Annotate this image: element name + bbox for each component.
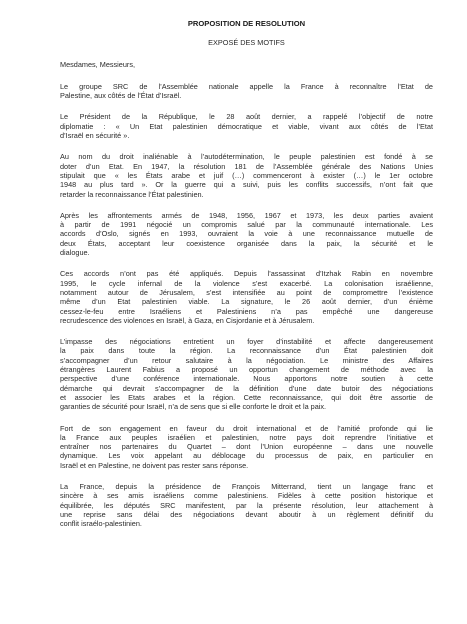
paragraph-line: conflit israélo-palestinien. [60, 519, 142, 529]
paragraph-line: la paix dans toute la région. La reconnaissance d’un État palestinien doit [60, 346, 433, 356]
salutation: Mesdames, Messieurs, [60, 59, 136, 69]
paragraph-line: 1995, le cycle infernal de la violence s’est exacerbé. La colonisation israélienne, [60, 278, 433, 288]
paragraph-line: Au nom du droit inaliénable à l’autodétermination, le peuple palestinien est fondé à se [60, 152, 433, 162]
paragraph-line: équilibrée, les députés SRC manifestent, par la présente résolution, leur attachement à [60, 500, 433, 510]
paragraph-line: Ces accords n’ont pas été appliqués. Depuis l’assassinat d’Itzhak Rabin en novembre [60, 269, 433, 279]
body-paragraph [60, 337, 433, 411]
paragraph-line: d’Israël en sécurité ». [60, 131, 130, 141]
paragraph-line: retarder la reconnaissance l’État palestinien. [60, 189, 204, 199]
paragraph-line: et associer les Etats arabes et la région. Cette reconnaissance, qui doit être assortie de [60, 392, 433, 402]
paragraph-line: Israël et en Palestine, ne doivent pas rester sans réponse. [60, 460, 249, 470]
body-paragraph [60, 82, 433, 101]
paragraph-line: la France aux peuples israélien et palestinien, notre pays doit reprendre l’initiative et [60, 432, 433, 442]
paragraph-line: 1948 au plus tard ». Or la guerre qui a suivi, puis les conflits successifs, n’ont fait que [60, 180, 433, 190]
paragraph-line: dynamique. Les voix appelant au déblocage du processus de paix, en particulier en [60, 451, 433, 461]
paragraph-line: deux États, acceptant leur coexistence organisée dans la paix, la sécurité et le [60, 238, 433, 248]
body-paragraph [60, 424, 433, 470]
paragraph-line: Après les affrontements armés de 1948, 1956, 1967 et 1973, les deux parties avaient [60, 210, 433, 220]
paragraph-line: s’accompagner d’un retour salutaire à la négociation. Le ministre des Affaires [60, 355, 433, 365]
body-paragraph [60, 112, 433, 140]
paragraph-line: Le groupe SRC de l’Assemblée nationale appelle la France à reconnaître l’Etat de [60, 81, 433, 91]
paragraph-line: perspective d’une conférence internationale. Nous apportons notre soutien à cette [60, 374, 433, 384]
paragraph-line: notamment autour de Jérusalem, s’est intensifiée au point de compromettre l’existence [60, 287, 433, 297]
paragraph-line: Palestine, aux côtés de l’État d’Israël. [60, 91, 182, 101]
body-paragraph [60, 269, 433, 325]
paragraph-line: doter d’un Etat. En 1947, la résolution 181 de l’Assemblée générale des Nations Unies [60, 161, 433, 171]
paragraph-line: une reprise sans délai des négociations devant aboutir à un règlement définitif du [60, 509, 433, 519]
body-paragraph [60, 152, 433, 198]
document-title: PROPOSITION DE RESOLUTION [187, 19, 306, 28]
body-paragraph [60, 482, 433, 528]
paragraph-line: entraîner nos partenaires du Quartet – dont l’Union européenne – dans une nouvelle [60, 442, 433, 452]
paragraph-line: diplomatie : « Un Etat palestinien démocratique et viable, vivant aux côtés de l’Etat [60, 121, 433, 131]
paragraph-line: stipulait que « les États arabe et juif (…) commenceront à exister (…) le 1er octobre [60, 170, 433, 180]
paragraph-line: Fort de son engagement en faveur du droit international et de l’amitié profonde qui lie [60, 423, 433, 433]
paragraph-line: étrangères Laurent Fabius a proposé un opportun changement de méthode avec la [60, 365, 433, 375]
paragraph-line: dialogue. [60, 248, 90, 258]
paragraph-line: sincère à ses amis israéliens comme palestiniens. Fidèles à cette position historique et [60, 491, 433, 501]
paragraph-line: recrudescence des violences en Israël, à Gaza, en Cisjordanie et à Jérusalem. [60, 315, 315, 325]
paragraph-line: démarche qui devrait s’accompagner de la définition d’une date butoir des négociations [60, 383, 433, 393]
body-paragraph [60, 211, 433, 257]
paragraph-line: même d’un Etat palestinien viable. La signature, le 26 août dernier, d’un énième [60, 297, 433, 307]
document-subtitle: EXPOSÉ DES MOTIFS [208, 38, 285, 48]
paragraph-line: Le Président de la République, le 28 août dernier, a rappelé l’objectif de notre [60, 112, 433, 122]
paragraph-line: accords d’Oslo, signés en 1993, ouvraient la voie à une reconnaissance mutuelle de [60, 229, 433, 239]
paragraph-line: cessez-le-feu entre Israéliens et Palestiniens n’a pas empêché une dangereuse [60, 306, 433, 316]
paragraph-line: à partir de 1991 négocié un compromis salué par la communauté internationale. Les [60, 220, 433, 230]
paragraph-line: garanties de sécurité pour Israël, n’a de sens que si elle conforte le droit et la paix. [60, 402, 327, 412]
paragraph-line: L’impasse des négociations entretient un foyer d’instabilité et affecte dangereusement [60, 337, 433, 347]
paragraph-line: La France, depuis la présidence de François Mitterrand, tient un langage franc et [60, 481, 433, 491]
document-body [60, 82, 433, 529]
